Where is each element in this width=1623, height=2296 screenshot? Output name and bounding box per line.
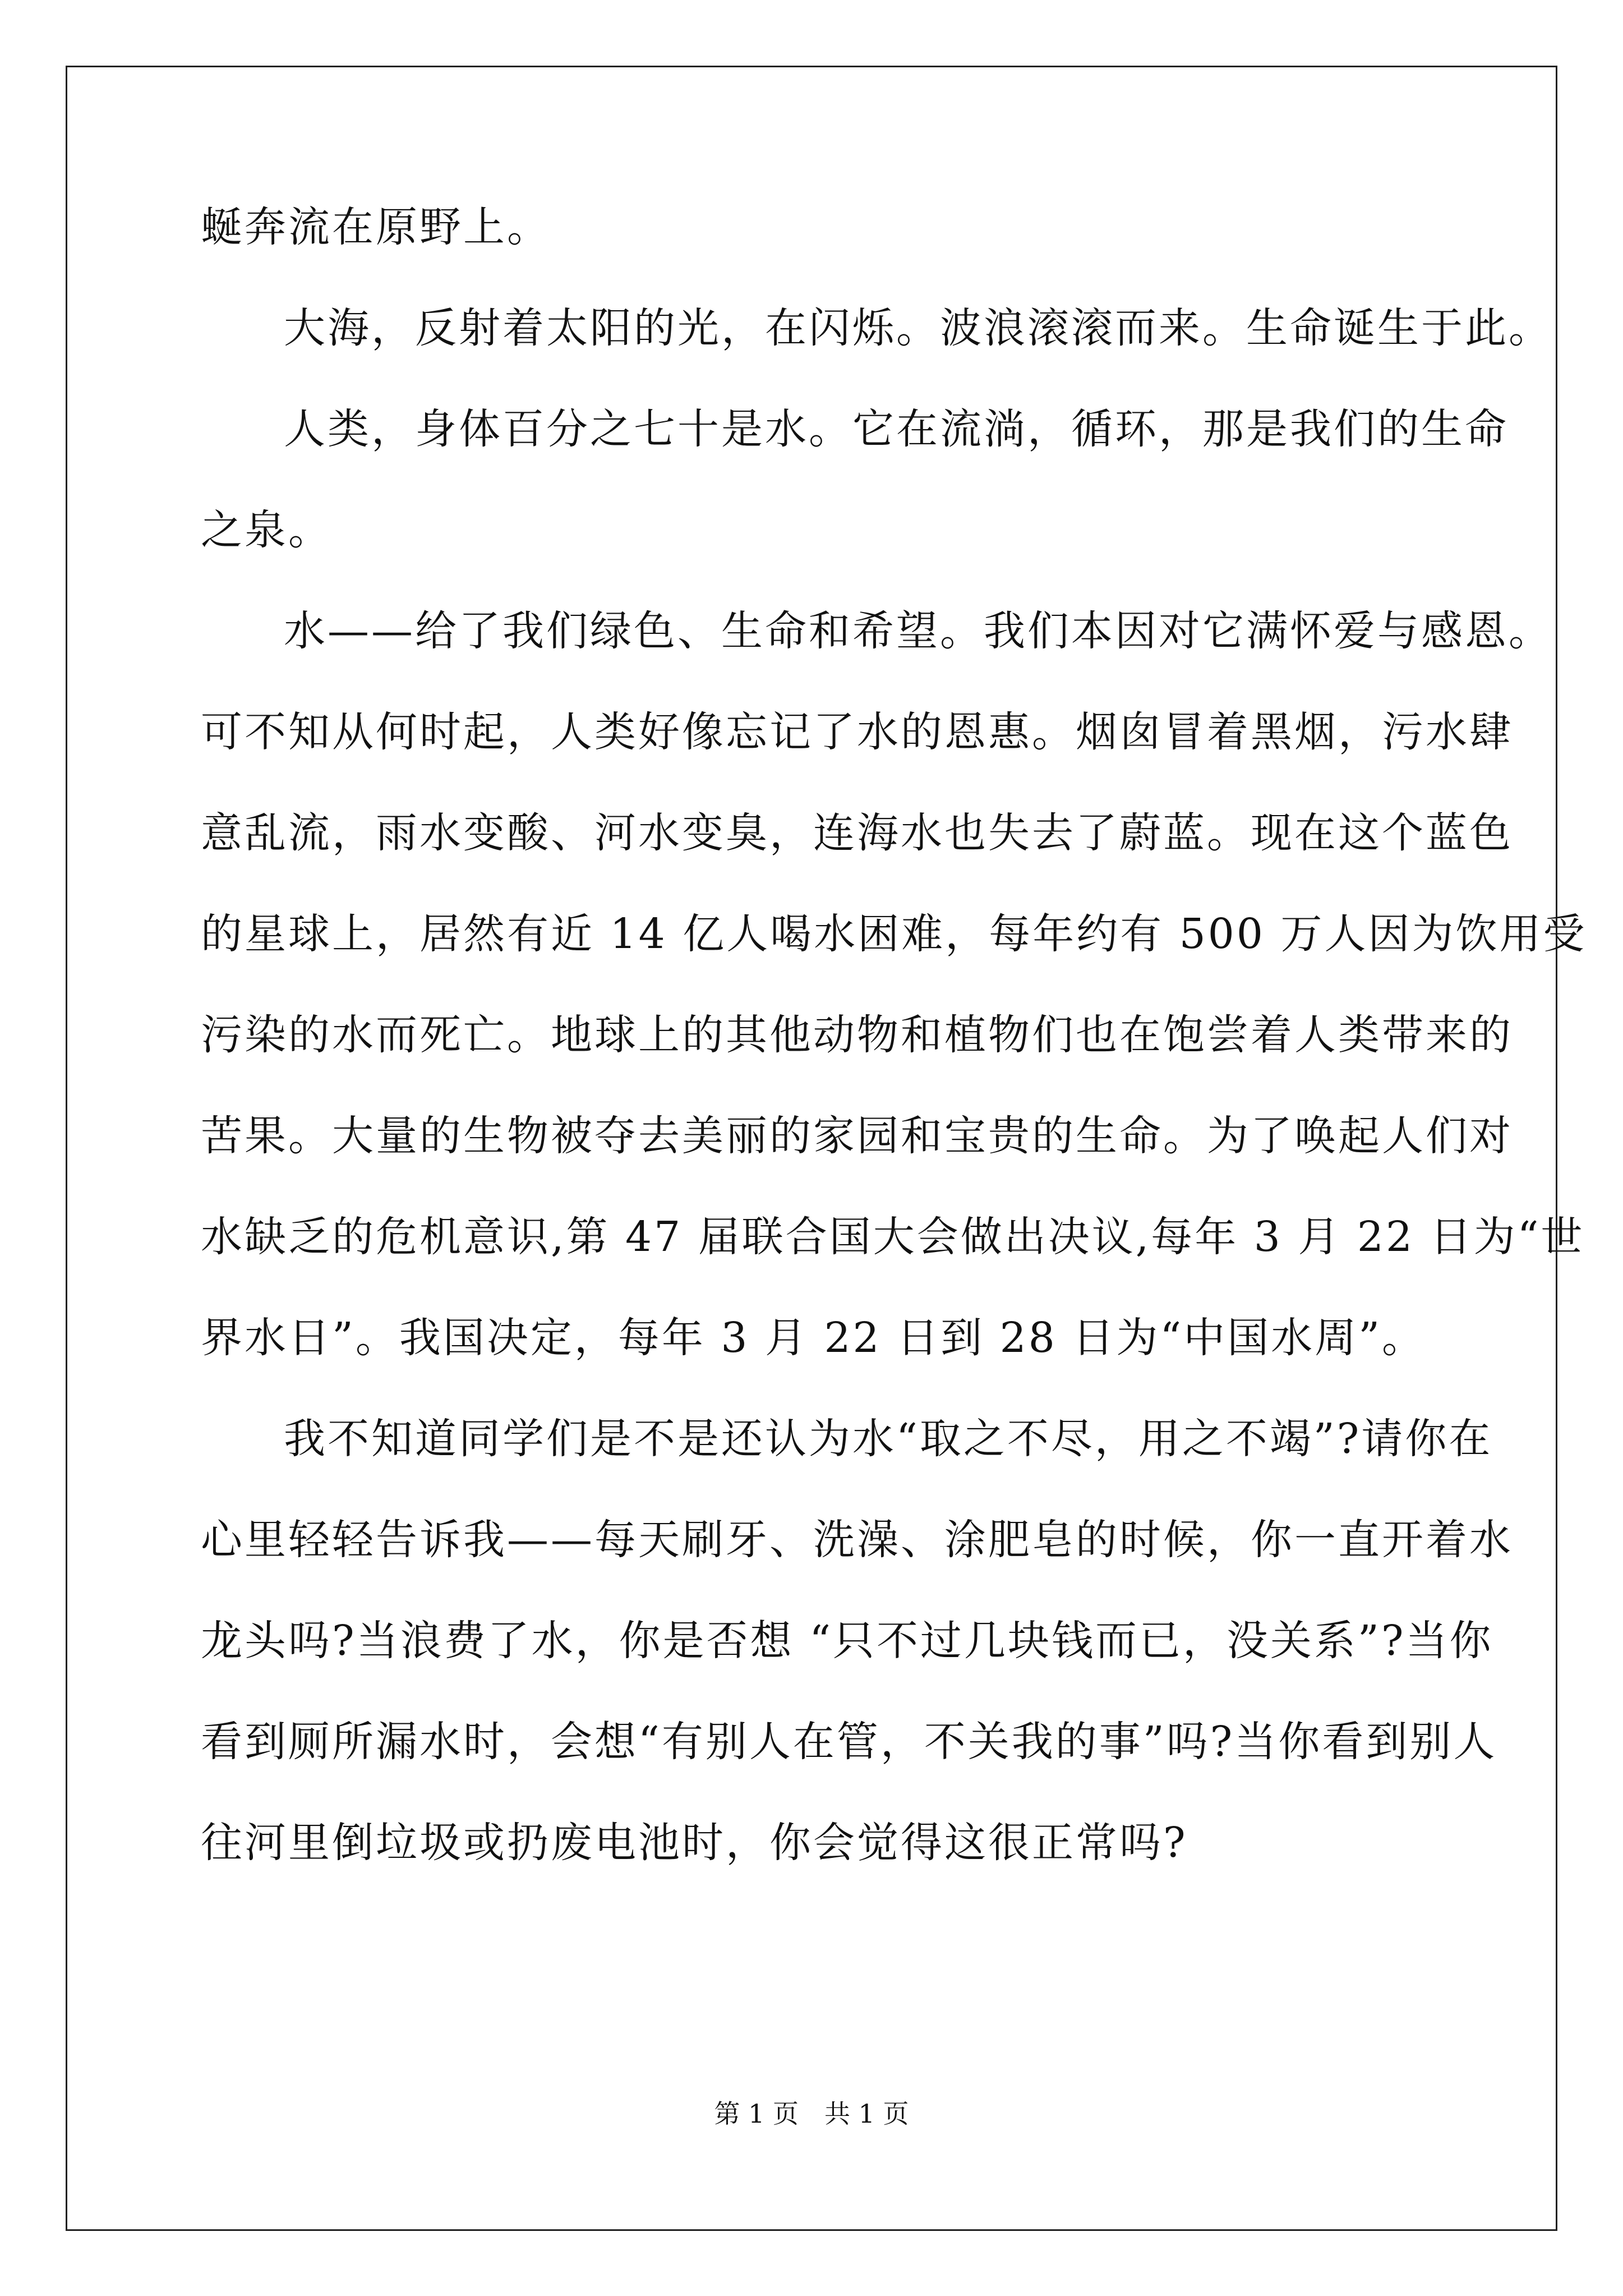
- paragraph-first-line: 我不知道同学们是不是还认为水“取之不尽，用之不竭”?请你在: [284, 1415, 1493, 1463]
- text-line: 苦果。大量的生物被夺去美丽的家园和宝贵的生命。为了唤起人们对: [201, 1112, 1513, 1160]
- paragraph-first-line: 水——给了我们绿色、生命和希望。我们本因对它满怀爱与感恩。: [284, 607, 1552, 655]
- text-line: 蜒奔流在原野上。: [201, 203, 551, 251]
- text-line: 界水日”。我国决定，每年 3 月 22 日到 28 日为“中国水周”。: [201, 1314, 1426, 1362]
- text-line: 污染的水而死亡。地球上的其他动物和植物们也在饱尝着人类带来的: [201, 1011, 1513, 1059]
- text-line: 的星球上，居然有近 14 亿人喝水困难，每年约有 500 万人因为饮用受: [201, 910, 1587, 958]
- page-number-footer: 第 1 页 共 1 页: [714, 2099, 909, 2129]
- paragraph-first-line: 大海，反射着太阳的光，在闪烁。波浪滚滚而来。生命诞生于此。: [284, 304, 1552, 352]
- text-line: 之泉。: [201, 506, 332, 554]
- text-line: 可不知从何时起，人类好像忘记了水的恩惠。烟囱冒着黑烟，污水肆: [201, 708, 1513, 756]
- text-line: 心里轻轻告诉我——每天刷牙、洗澡、涂肥皂的时候，你一直开着水: [201, 1516, 1513, 1564]
- text-line: 水缺乏的危机意识,第 47 届联合国大会做出决议,每年 3 月 22 日为“世: [201, 1213, 1585, 1261]
- text-line: 龙头吗?当浪费了水，你是否想 “只不过几块钱而已，没关系”?当你: [201, 1617, 1493, 1665]
- paragraph-first-line: 人类，身体百分之七十是水。它在流淌，循环，那是我们的生命: [284, 405, 1509, 453]
- text-line: 往河里倒垃圾或扔废电池时，你会觉得这很正常吗?: [201, 1819, 1188, 1867]
- text-line: 看到厕所漏水时，会想“有别人在管，不关我的事”吗?当你看到别人: [201, 1718, 1497, 1766]
- text-line: 意乱流，雨水变酸、河水变臭，连海水也失去了蔚蓝。现在这个蓝色: [201, 809, 1513, 857]
